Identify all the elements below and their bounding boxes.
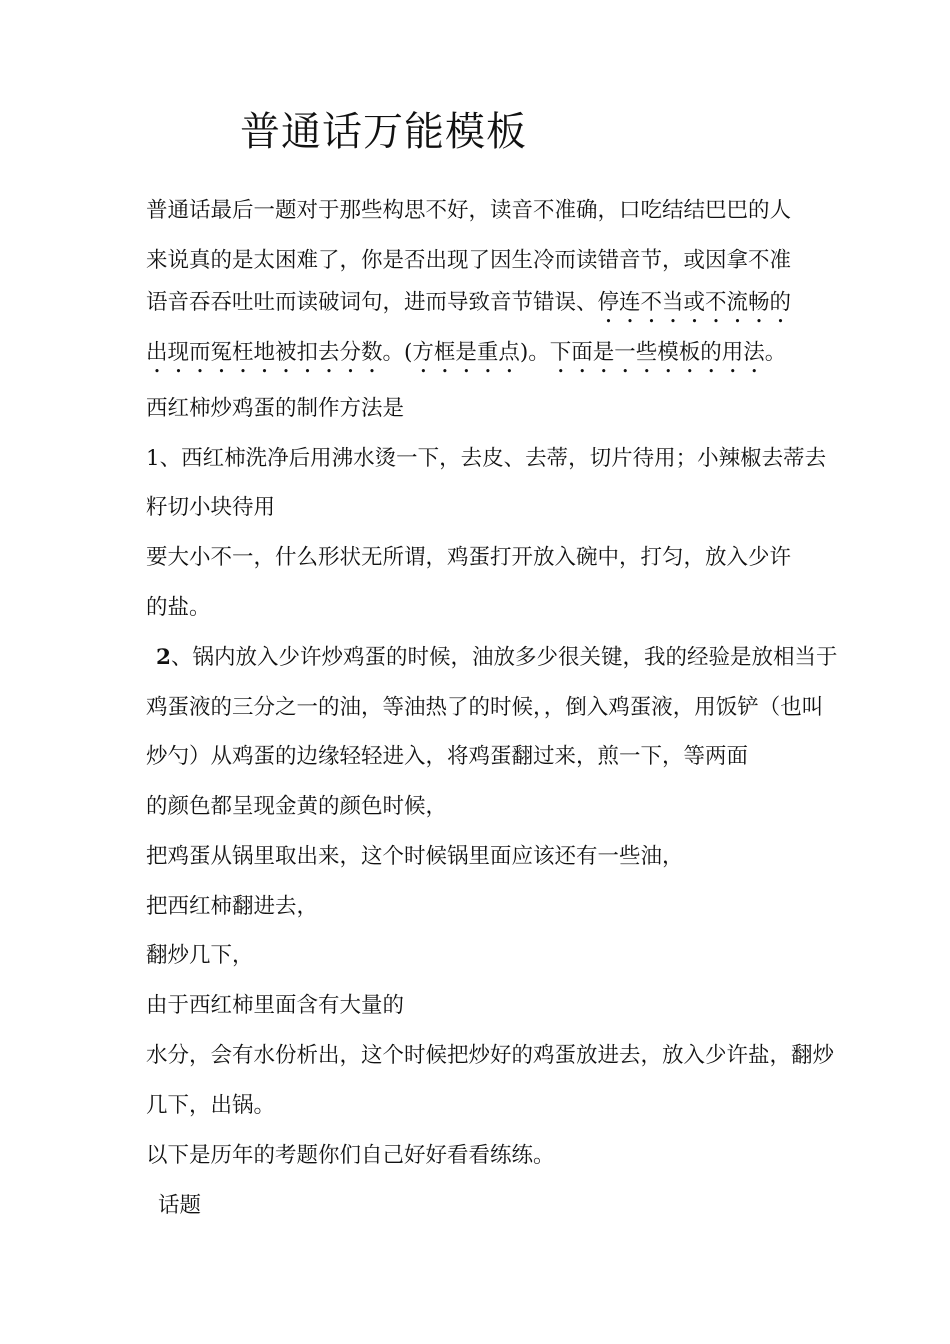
intro-line-4-mid: )。 xyxy=(519,340,550,365)
step2-line-1-text: 、锅内放入少许炒鸡蛋的时候，油放多少很关键，我的经验是放相当于 xyxy=(170,645,838,670)
intro-line-1: 普通话最后一题对于那些构思不好，读音不准确，口吃结结巴巴的人 xyxy=(146,198,792,223)
recipe-heading: 西红柿炒鸡蛋的制作方法是 xyxy=(146,396,405,421)
intro-line-4 xyxy=(146,338,786,378)
step2-line-10: 几下，出锅。 xyxy=(146,1093,276,1118)
step2-line-9: 水分，会有水份析出，这个时候把炒好的鸡蛋放进去，放入少许盐，翻炒 xyxy=(146,1043,835,1068)
topic-label: 话题 xyxy=(158,1193,202,1218)
step2-line-7: 翻炒几下， xyxy=(146,943,254,968)
intro-line-4-emphasis-a: 出现而冤枉地被扣去分数。(方框是重点 xyxy=(146,340,520,365)
intro-line-3-plain: 语音吞吞吐吐而读破词句，进而导致音节错误、 xyxy=(146,290,598,315)
intro-line-4-emphasis-b: 下面是一些模板的用法。 xyxy=(549,340,787,365)
step1-line-3: 要大小不一，什么形状无所谓，鸡蛋打开放入碗中，打匀，放入少许 xyxy=(146,545,792,570)
footer-line: 以下是历年的考题你们自己好好看看练练。 xyxy=(146,1143,555,1168)
intro-line-3-emphasis: 停连不当或不流畅的 xyxy=(597,290,792,315)
step1-line-2: 籽切小块待用 xyxy=(146,495,276,520)
step2-number: 2 xyxy=(156,645,171,670)
step2-line-8: 由于西红柿里面含有大量的 xyxy=(146,993,405,1018)
step2-line-1 xyxy=(156,643,837,673)
step2-line-3: 炒勺）从鸡蛋的边缘轻轻进入，将鸡蛋翻过来，煎一下，等两面 xyxy=(146,744,749,769)
document-title: 普通话万能模板 xyxy=(240,109,527,155)
step1-line-1: 1、西红柿洗净后用沸水烫一下，去皮、去蒂，切片待用；小辣椒去蒂去 xyxy=(146,446,827,471)
step2-line-6: 把西红柿翻进去， xyxy=(146,894,319,919)
step1-line-4: 的盐。 xyxy=(146,595,211,620)
step2-line-4: 的颜色都呈现金黄的颜色时候， xyxy=(146,794,448,819)
intro-line-2: 来说真的是太困难了，你是否出现了因生冷而读错音节，或因拿不准 xyxy=(146,248,792,273)
step2-line-2: 鸡蛋液的三分之一的油，等油热了的时候，，倒入鸡蛋液，用饭铲（也叫 xyxy=(146,695,824,720)
step2-line-5: 把鸡蛋从锅里取出来，这个时候锅里面应该还有一些油， xyxy=(146,844,684,869)
intro-line-3 xyxy=(146,288,791,328)
